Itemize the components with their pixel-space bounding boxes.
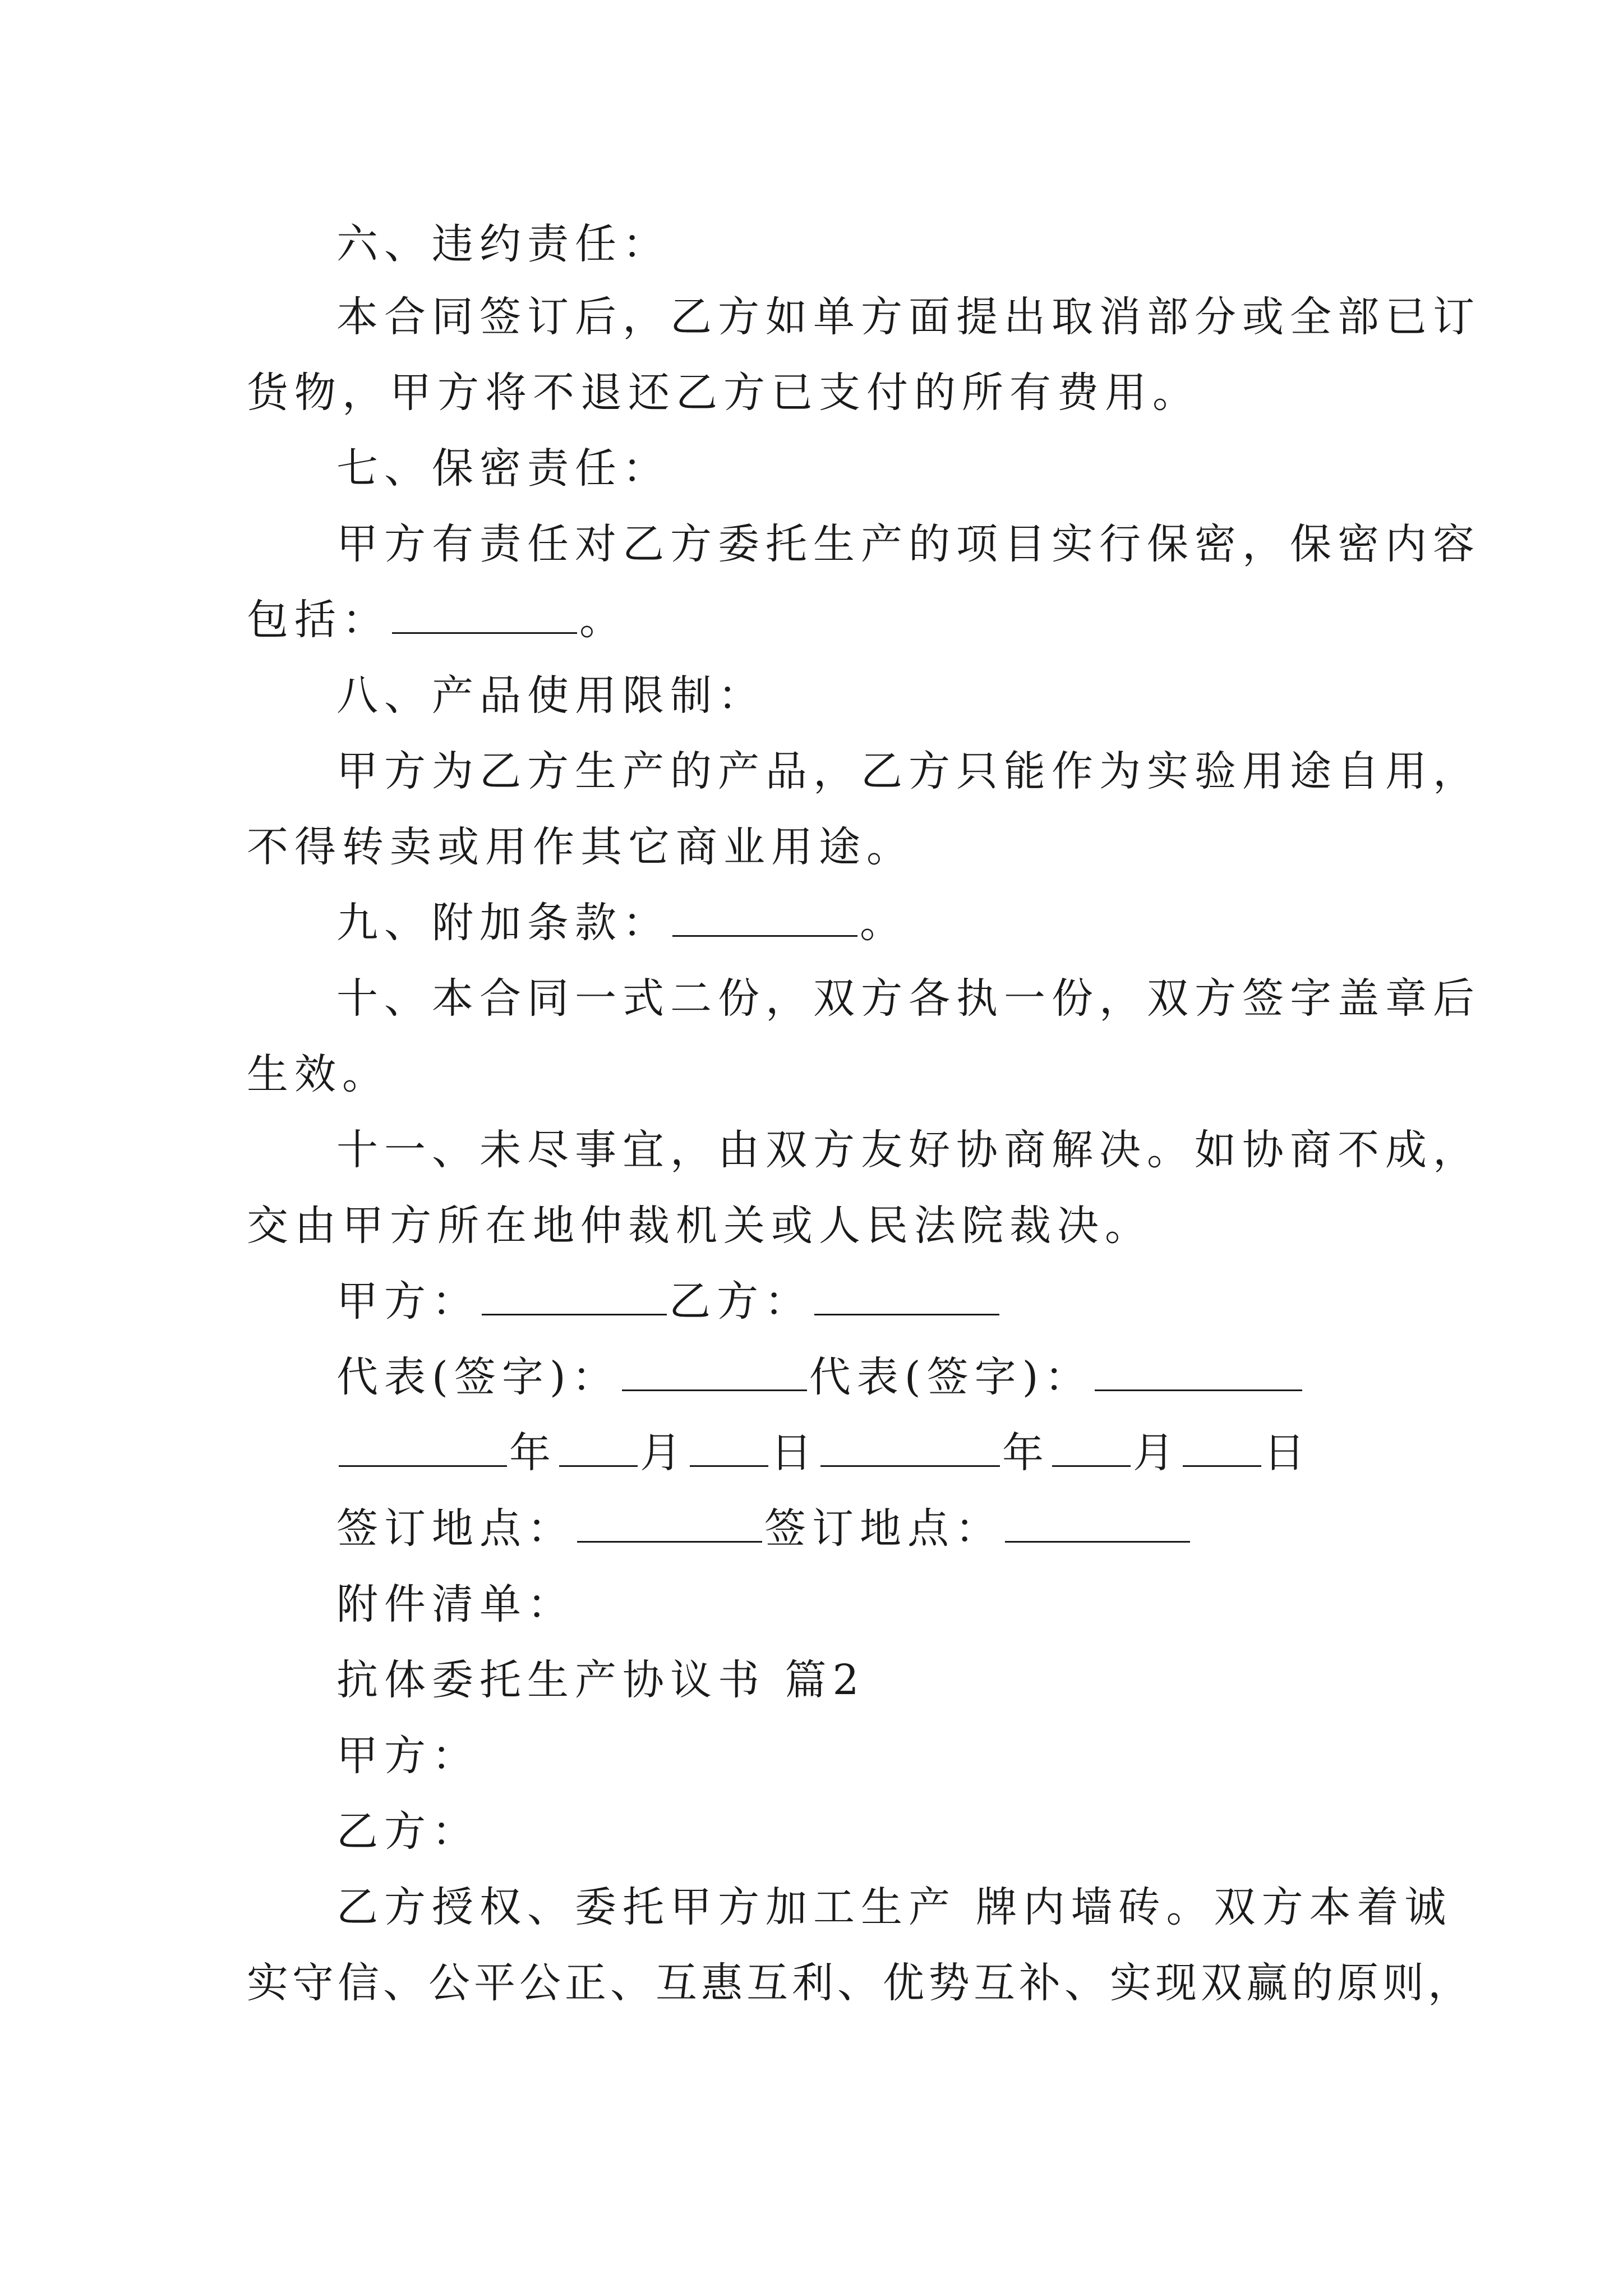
date-a-day-blank[interactable]: [690, 1421, 768, 1467]
agreement-2-title: 抗体委托生产协议书 篇2: [336, 1656, 865, 1704]
party-b-blank[interactable]: [814, 1270, 999, 1315]
additional-terms-blank[interactable]: [672, 891, 857, 937]
place-a-label: 签订地点：: [336, 1504, 575, 1553]
place-b-label: 签订地点：: [764, 1504, 1003, 1553]
rep-b-label: 代表(签字)：: [809, 1353, 1092, 1401]
date-b-day-blank[interactable]: [1183, 1421, 1261, 1467]
section-7-body-line-1: 甲方有责任对乙方委托生产的项目实行保密，保密内容: [336, 520, 1481, 568]
section-11-line-2: 交由甲方所在地仲裁机关或人民法院裁决。: [247, 1202, 1152, 1250]
attachment-list-label: 附件清单：: [336, 1580, 575, 1628]
agreement-2-body-line-1: 乙方授权、委托甲方加工生产 牌内墙砖。双方本着诚: [336, 1883, 1453, 1931]
section-11-line-1: 十一、未尽事宜，由双方友好协商解决。如协商不成，: [336, 1126, 1481, 1174]
agreement-2-body-line-2: 实守信、公平公正、互惠互利、优势互补、实现双赢的原则，: [247, 1959, 1473, 2007]
signature-parties-line: [336, 1265, 1002, 1338]
signature-date-line: [336, 1416, 1311, 1489]
section-9-line: [336, 886, 907, 959]
section-7-period: 。: [579, 596, 627, 644]
section-8-body-line-2: 不得转卖或用作其它商业用途。: [247, 823, 914, 871]
rep-b-blank[interactable]: [1095, 1346, 1302, 1391]
section-10-line-2: 生效。: [247, 1050, 390, 1098]
date-b-month-blank[interactable]: [1052, 1421, 1131, 1467]
section-9-period: 。: [860, 899, 907, 947]
signing-place-line: [336, 1492, 1192, 1565]
date-b-year-label: 年: [1002, 1429, 1050, 1477]
section-7-content-label: 包括：: [247, 596, 390, 644]
section-7-heading: 七、保密责任：: [336, 444, 670, 493]
date-a-day-label: 日: [771, 1429, 818, 1477]
party-a-label: 甲方：: [336, 1277, 479, 1326]
section-8-heading: 八、产品使用限制：: [336, 671, 766, 720]
section-10-line-1: 十、本合同一式二份，双方各执一份，双方签字盖章后: [336, 974, 1481, 1023]
date-b-day-label: 日: [1264, 1429, 1311, 1477]
date-a-year-blank[interactable]: [339, 1421, 507, 1467]
place-b-blank[interactable]: [1005, 1497, 1190, 1543]
date-a-year-label: 年: [509, 1429, 557, 1477]
section-6-body-line-1: 本合同签订后，乙方如单方面提出取消部分或全部已订: [336, 293, 1481, 341]
section-7-body-line-2: [247, 583, 627, 656]
section-6-body-line-2: 货物，甲方将不退还乙方已支付的所有费用。: [247, 369, 1200, 417]
rep-a-label: 代表(签字)：: [336, 1353, 620, 1401]
date-a-month-label: 月: [640, 1429, 688, 1477]
section-6-heading: 六、违约责任：: [336, 220, 670, 268]
agreement-2-party-a: 甲方：: [336, 1732, 479, 1780]
date-b-year-blank[interactable]: [820, 1421, 1000, 1467]
section-8-body-line-1: 甲方为乙方生产的产品，乙方只能作为实验用途自用，: [336, 747, 1481, 795]
rep-a-blank[interactable]: [622, 1346, 807, 1391]
place-a-blank[interactable]: [577, 1497, 762, 1543]
party-a-blank[interactable]: [482, 1270, 667, 1315]
agreement-2-party-b: 乙方：: [336, 1807, 479, 1856]
section-9-label: 九、附加条款：: [336, 899, 670, 947]
confidential-content-blank[interactable]: [392, 588, 577, 634]
party-b-label: 乙方：: [669, 1277, 812, 1326]
date-b-month-label: 月: [1133, 1429, 1181, 1477]
signature-representatives-line: [336, 1341, 1304, 1414]
date-a-month-blank[interactable]: [559, 1421, 638, 1467]
